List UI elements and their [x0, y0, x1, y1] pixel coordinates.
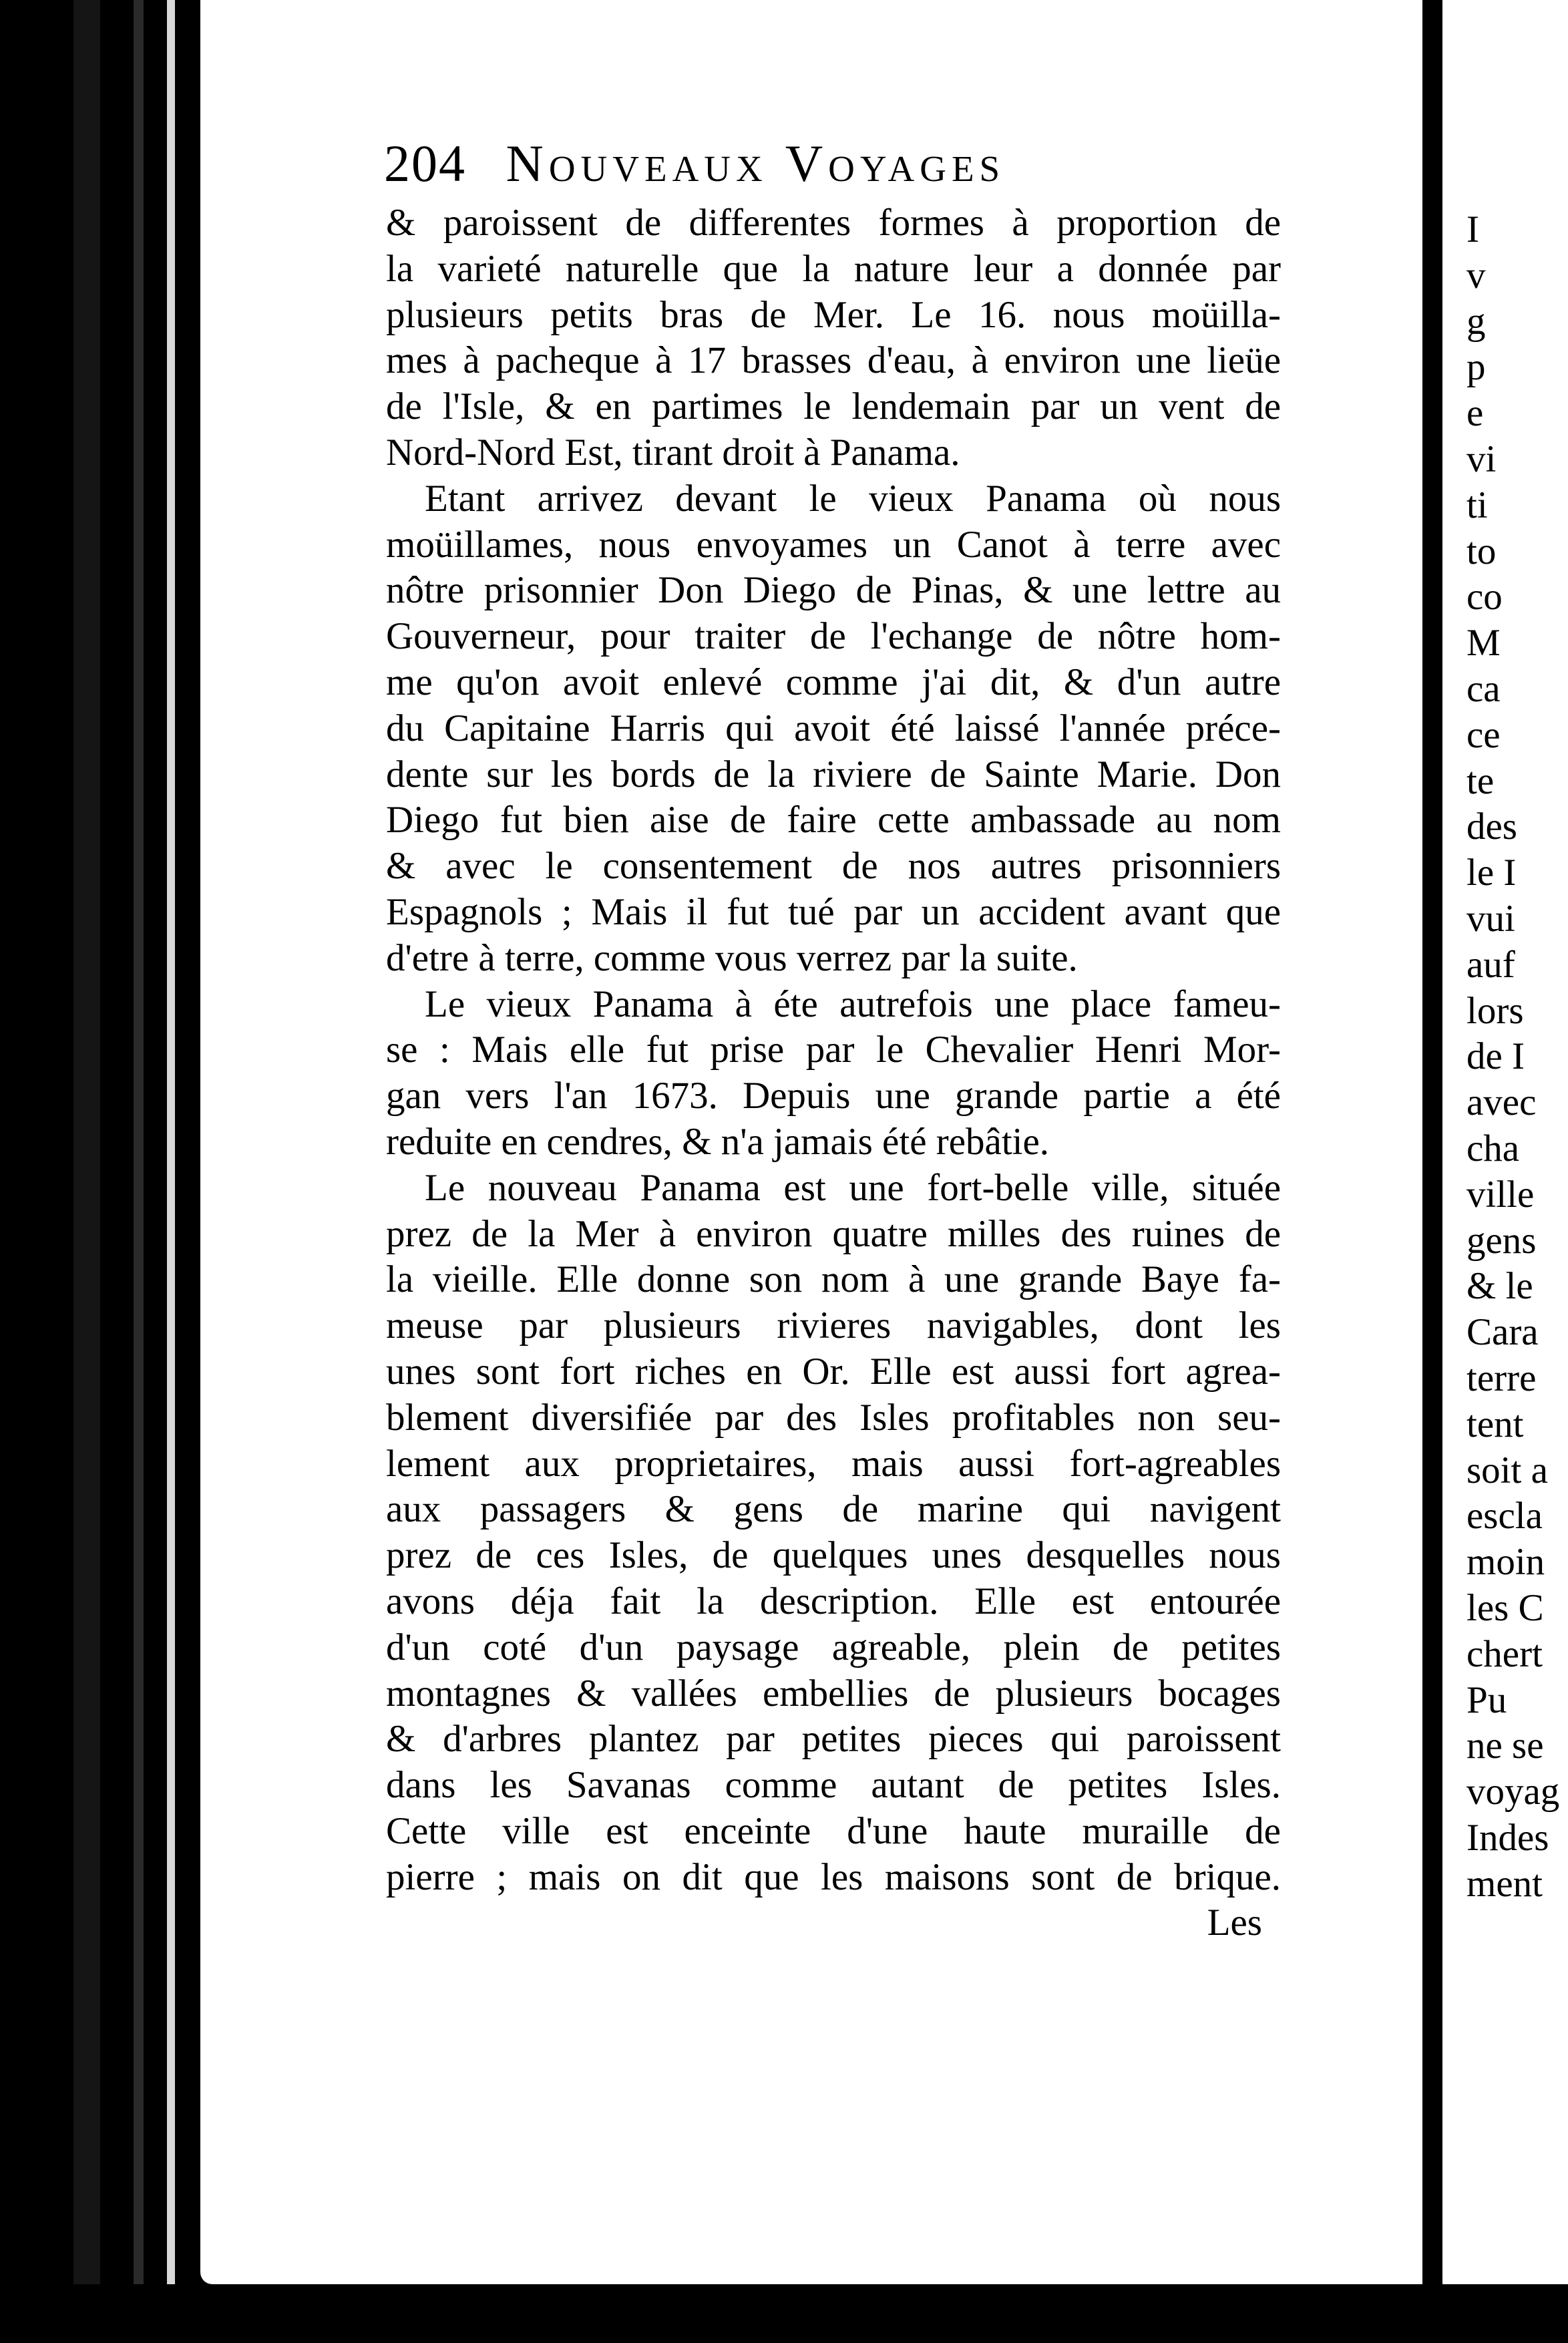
- text-line: Etant arrivez devant le vieux Panama où nous: [425, 477, 1281, 520]
- facing-line: Indes: [1466, 1816, 1549, 1859]
- facing-line: auf: [1466, 943, 1515, 986]
- facing-line: terre: [1466, 1357, 1537, 1399]
- facing-line: ment: [1466, 1862, 1543, 1905]
- text-line: du Capitaine Harris qui avoit été laissé l'année préce-: [386, 707, 1281, 749]
- text-line: & d'arbres plantez par petites pieces qui paroissent: [386, 1718, 1281, 1761]
- facing-line: le I: [1466, 852, 1517, 894]
- text-line: la varieté naturelle que la nature leur a donnée par: [386, 247, 1281, 290]
- text-line: Diego fut bien aise de faire cette ambassade au nom: [386, 799, 1281, 842]
- running-title: Nouveaux Voyages: [506, 134, 1006, 192]
- text-line: blement diversifiée par des Isles profitables non seu-: [386, 1396, 1281, 1439]
- facing-line: g: [1466, 300, 1486, 343]
- text-line: d'un coté d'un paysage agreable, plein de petites: [386, 1626, 1281, 1668]
- text-line: montagnes & vallées embellies de plusieurs bocages: [386, 1672, 1281, 1715]
- text-line: me qu'on avoit enlevé comme j'ai dit, & d'un autre: [386, 661, 1281, 703]
- facing-line: soit a: [1466, 1449, 1548, 1491]
- text-line: Nord-Nord Est, tirant droit à Panama.: [386, 431, 960, 474]
- facing-line: des: [1466, 805, 1517, 848]
- text-line: Le vieux Panama à éte autrefois une place fameu-: [425, 982, 1281, 1025]
- facing-line: chert: [1466, 1632, 1543, 1675]
- text-line: se : Mais elle fut prise par le Chevalier Henri Mor-: [386, 1029, 1281, 1071]
- facing-line: escla: [1466, 1495, 1543, 1538]
- text-line: la vieille. Elle donne son nom à une grande Baye fa-: [386, 1258, 1281, 1301]
- facing-line: te: [1466, 759, 1495, 802]
- text-line: d'etre à terre, comme vous verrez par la suite.: [386, 936, 1078, 979]
- facing-line: to: [1466, 530, 1497, 572]
- text-line: moüillames, nous envoyames un Canot à terre avec: [386, 523, 1281, 566]
- facing-line: v: [1466, 254, 1486, 297]
- text-line: dente sur les bords de la riviere de Sainte Marie. Don: [386, 753, 1281, 795]
- facing-line: avec: [1466, 1081, 1537, 1124]
- facing-line: ne se: [1466, 1725, 1544, 1767]
- text-line: aux passagers & gens de marine qui navigent: [386, 1488, 1281, 1531]
- text-line: & paroissent de differentes formes à proportion de: [386, 202, 1281, 244]
- facing-line: cha: [1466, 1127, 1520, 1169]
- facing-line: ville: [1466, 1173, 1535, 1216]
- text-line: dans les Savanas comme autant de petites Isles.: [386, 1764, 1281, 1807]
- facing-line: Pu: [1466, 1678, 1507, 1721]
- facing-line: lors: [1466, 989, 1524, 1032]
- facing-line: & le: [1466, 1265, 1533, 1308]
- text-line: & avec le consentement de nos autres prisonniers: [386, 845, 1281, 888]
- facing-line: les C: [1466, 1586, 1544, 1629]
- facing-line: de I: [1466, 1035, 1525, 1078]
- facing-line: M: [1466, 622, 1501, 665]
- text-line: reduite en cendres, & n'a jamais été rebâtie.: [386, 1120, 1050, 1163]
- facing-line: vui: [1466, 897, 1515, 940]
- facing-line: e: [1466, 392, 1484, 435]
- text-line: meuse par plusieurs rivieres navigables, dont les: [386, 1304, 1281, 1347]
- facing-line: ti: [1466, 484, 1488, 526]
- text-line: prez de ces Isles, de quelques unes desquelles nous: [386, 1534, 1281, 1577]
- facing-line: p: [1466, 346, 1486, 389]
- text-line: Cette ville est enceinte d'une haute muraille de: [386, 1809, 1281, 1852]
- facing-line: I: [1466, 208, 1479, 250]
- page-gutter: [1422, 0, 1442, 2343]
- text-line: gan vers l'an 1673. Depuis une grande partie a été: [386, 1075, 1281, 1117]
- text-line: mes à pacheque à 17 brasses d'eau, à environ une lieüe: [386, 339, 1281, 382]
- running-header: [384, 127, 1319, 200]
- catchword: Les: [1207, 1902, 1262, 1944]
- text-line: Gouverneur, pour traiter de l'echange de nôtre hom-: [386, 615, 1281, 658]
- facing-line: moin: [1466, 1541, 1545, 1584]
- text-line: de l'Isle, & en partimes le lendemain par un vent de: [386, 385, 1281, 428]
- text-line: unes sont fort riches en Or. Elle est aussi fort agrea-: [386, 1350, 1281, 1393]
- book-binding: [0, 0, 200, 2343]
- page-body: [386, 200, 1281, 1946]
- facing-line: ca: [1466, 667, 1501, 710]
- facing-line: gens: [1466, 1219, 1537, 1262]
- facing-line: vi: [1466, 437, 1497, 480]
- facing-line: ce: [1466, 713, 1501, 756]
- facing-line: voyag: [1466, 1771, 1560, 1813]
- facing-line: tent: [1466, 1403, 1524, 1445]
- scan-border: [0, 2284, 1568, 2343]
- facing-line: co: [1466, 576, 1503, 618]
- text-line: avons déja fait la description. Elle est entourée: [386, 1580, 1281, 1622]
- page-number: 204: [384, 134, 466, 192]
- text-line: Le nouveau Panama est une fort-belle ville, située: [425, 1166, 1281, 1209]
- text-line: Espagnols ; Mais il fut tué par un accident avant que: [386, 890, 1281, 933]
- text-line: plusieurs petits bras de Mer. Le 16. nous moüilla-: [386, 293, 1281, 336]
- text-line: nôtre prisonnier Don Diego de Pinas, & une lettre au: [386, 569, 1281, 612]
- text-line: lement aux proprietaires, mais aussi fort-agreables: [386, 1442, 1281, 1485]
- text-line: pierre ; mais on dit que les maisons sont de brique.: [386, 1855, 1281, 1898]
- facing-page-text: [1462, 207, 1568, 1907]
- facing-line: Cara: [1466, 1311, 1539, 1354]
- text-line: prez de la Mer à environ quatre milles des ruines de: [386, 1212, 1281, 1255]
